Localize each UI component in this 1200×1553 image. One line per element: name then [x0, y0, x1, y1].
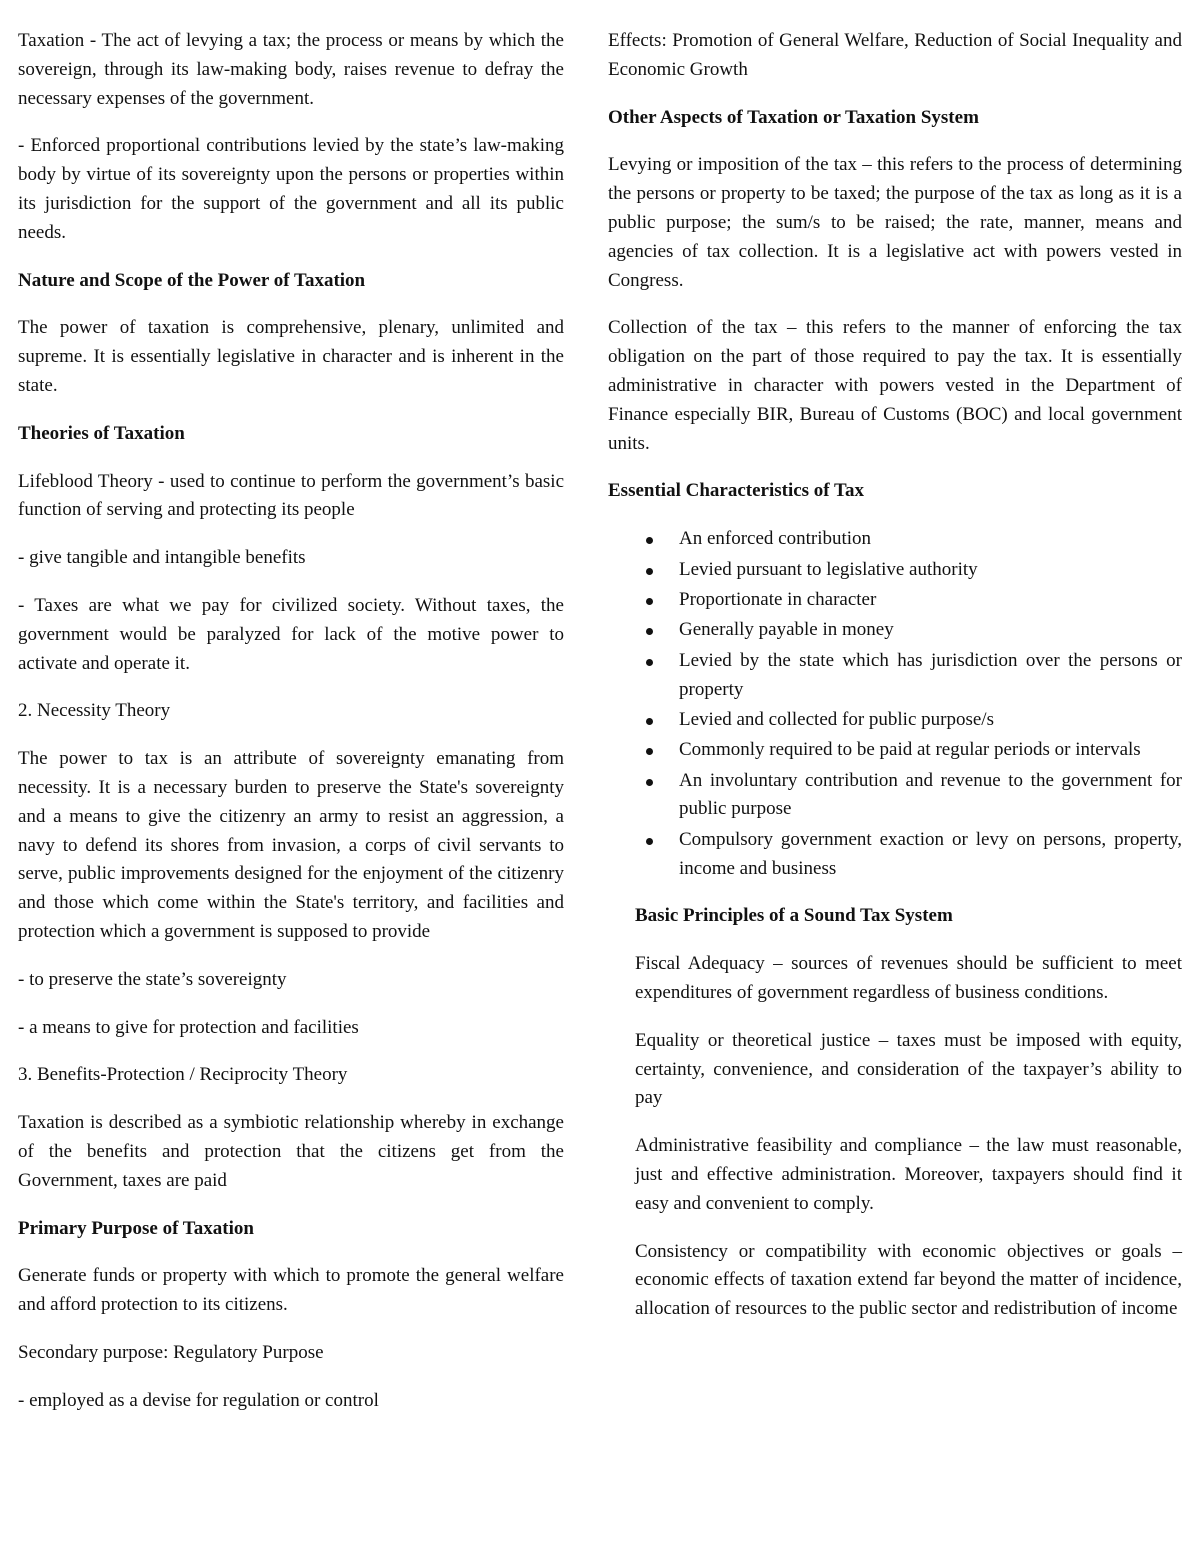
bullet-icon	[646, 598, 653, 605]
taxation-definition: Taxation - The act of levying a tax; the process or means by which the sovereign, through its law-making body, raises revenue to defray the necessary expenses of the government.	[18, 30, 564, 109]
effects-paragraph: Effects: Promotion of General Welfare, Reduction of Social Inequality and Economic Growth	[608, 30, 1182, 80]
primary-purpose-paragraph: Generate funds or property with which to promote the general welfare and afford protection to its citizens.	[18, 1265, 564, 1316]
essential-characteristics-heading: Essential Characteristics of Tax	[608, 480, 864, 502]
fiscal-adequacy-paragraph: Fiscal Adequacy – sources of revenues should be sufficient to meet expenditures of government regardless of business conditions.	[635, 953, 1182, 1004]
left-column	[18, 27, 564, 1434]
benefits-theory-paragraph: Taxation is described as a symbiotic relationship whereby in exchange of the benefits and protection that the citizens get from the Government, taxes are paid	[18, 1112, 564, 1191]
preserve-sovereignty-line: - to preserve the state’s sovereignty	[18, 968, 287, 990]
secondary-purpose-line: Secondary purpose: Regulatory Purpose	[18, 1341, 324, 1363]
basic-principles-section	[635, 902, 1182, 1324]
regulation-line: - employed as a devise for regulation or control	[18, 1389, 379, 1411]
list-item-text: Levied pursuant to legislative authority	[679, 558, 978, 580]
list-item-text: Levied by the state which has jurisdiction over the persons or property	[679, 649, 1182, 700]
equality-paragraph: Equality or theoretical justice – taxes must be imposed with equity, certainty, convenience, and consideration of the taxpayer’s ability to pay	[635, 1029, 1182, 1109]
bullet-icon	[646, 659, 653, 666]
necessity-theory-paragraph: The power to tax is an attribute of sovereignty emanating from necessity. It is a necessary burden to preserve the State's sovereignty and a means to give the citizenry an army to resist an aggression, a navy to defend its shores from invasion, a corps of civil servants to serve, public improvements designed for the enjoyment of the citizenry and those which come within the State's territory, and facilities and protection which a government is supposed to provide	[18, 748, 564, 942]
lifeblood-theory-paragraph: Lifeblood Theory - used to continue to perform the government’s basic function of serving and protecting its people	[18, 470, 564, 521]
basic-principles-heading: Basic Principles of a Sound Tax System	[635, 905, 953, 927]
list-item-text: Compulsory government exaction or levy on persons, property, income and business	[679, 828, 1182, 879]
list-item	[608, 616, 1182, 645]
right-column	[608, 27, 1182, 1343]
enforced-contributions-paragraph: - Enforced proportional contributions levied by the state’s law-making body by virtue of its sovereignty upon the persons or properties within its jurisdiction for the support of the government and all its public needs.	[18, 135, 564, 243]
bullet-icon	[646, 779, 653, 786]
list-item	[608, 767, 1182, 825]
bullet-icon	[646, 568, 653, 575]
other-aspects-heading: Other Aspects of Taxation or Taxation System	[608, 106, 979, 128]
bullet-icon	[646, 537, 653, 544]
collection-paragraph: Collection of the tax – this refers to the manner of enforcing the tax obligation on the part of those required to pay the tax. It is essentially administrative in character with powers vested in the Department of Finance especially BIR, Bureau of Customs (BOC) and local government units.	[608, 317, 1182, 454]
consistency-paragraph: Consistency or compatibility with economic objectives or goals – economic effects of taxation extend far beyond the matter of incidence, allocation of resources to the public sector and redistribution of income	[635, 1240, 1182, 1320]
primary-purpose-heading: Primary Purpose of Taxation	[18, 1217, 254, 1239]
list-item	[608, 706, 1182, 735]
theories-heading: Theories of Taxation	[18, 422, 185, 444]
list-item-text: Commonly required to be paid at regular periods or intervals	[679, 739, 1141, 761]
list-item	[608, 586, 1182, 615]
bullet-icon	[646, 718, 653, 725]
list-item	[608, 647, 1182, 705]
administrative-feasibility-paragraph: Administrative feasibility and compliance – the law must reasonable, just and effective administration. Moreover, taxpayers should find it easy and convenient to comply.	[635, 1135, 1182, 1214]
list-item	[608, 525, 1182, 554]
nature-scope-heading: Nature and Scope of the Power of Taxation	[18, 269, 366, 291]
list-item-text: Proportionate in character	[679, 588, 877, 610]
nature-scope-paragraph: The power of taxation is comprehensive, plenary, unlimited and supreme. It is essentially legislative in character and is inherent in the state.	[18, 317, 564, 396]
list-item-text: An enforced contribution	[679, 528, 872, 550]
list-item	[608, 556, 1182, 585]
bullet-icon	[646, 838, 653, 845]
tangible-benefits-line: - give tangible and intangible benefits	[18, 547, 306, 569]
levying-paragraph: Levying or imposition of the tax – this refers to the process of determining the persons or property to be taxed; the purpose of the tax as long as it is a public purpose; the sum/s to be raised; the rate, manner, means and agencies of tax collection. It is a legislative act with powers vested in Congress.	[608, 154, 1182, 291]
necessity-theory-title: 2. Necessity Theory	[18, 700, 171, 722]
list-item-text: An involuntary contribution and revenue to the government for public purpose	[679, 769, 1182, 820]
bullet-icon	[646, 748, 653, 755]
protection-facilities-line: - a means to give for protection and facilities	[18, 1016, 359, 1038]
characteristics-list	[608, 525, 1182, 883]
list-item-text: Levied and collected for public purpose/s	[679, 708, 994, 730]
benefits-theory-title: 3. Benefits-Protection / Reciprocity Theory	[18, 1064, 348, 1086]
list-item	[608, 826, 1182, 884]
civilized-society-paragraph: - Taxes are what we pay for civilized society. Without taxes, the government would be paralyzed for lack of the motive power to activate and operate it.	[18, 594, 564, 674]
bullet-icon	[646, 628, 653, 635]
list-item	[608, 736, 1182, 765]
list-item-text: Generally payable in money	[679, 619, 894, 641]
